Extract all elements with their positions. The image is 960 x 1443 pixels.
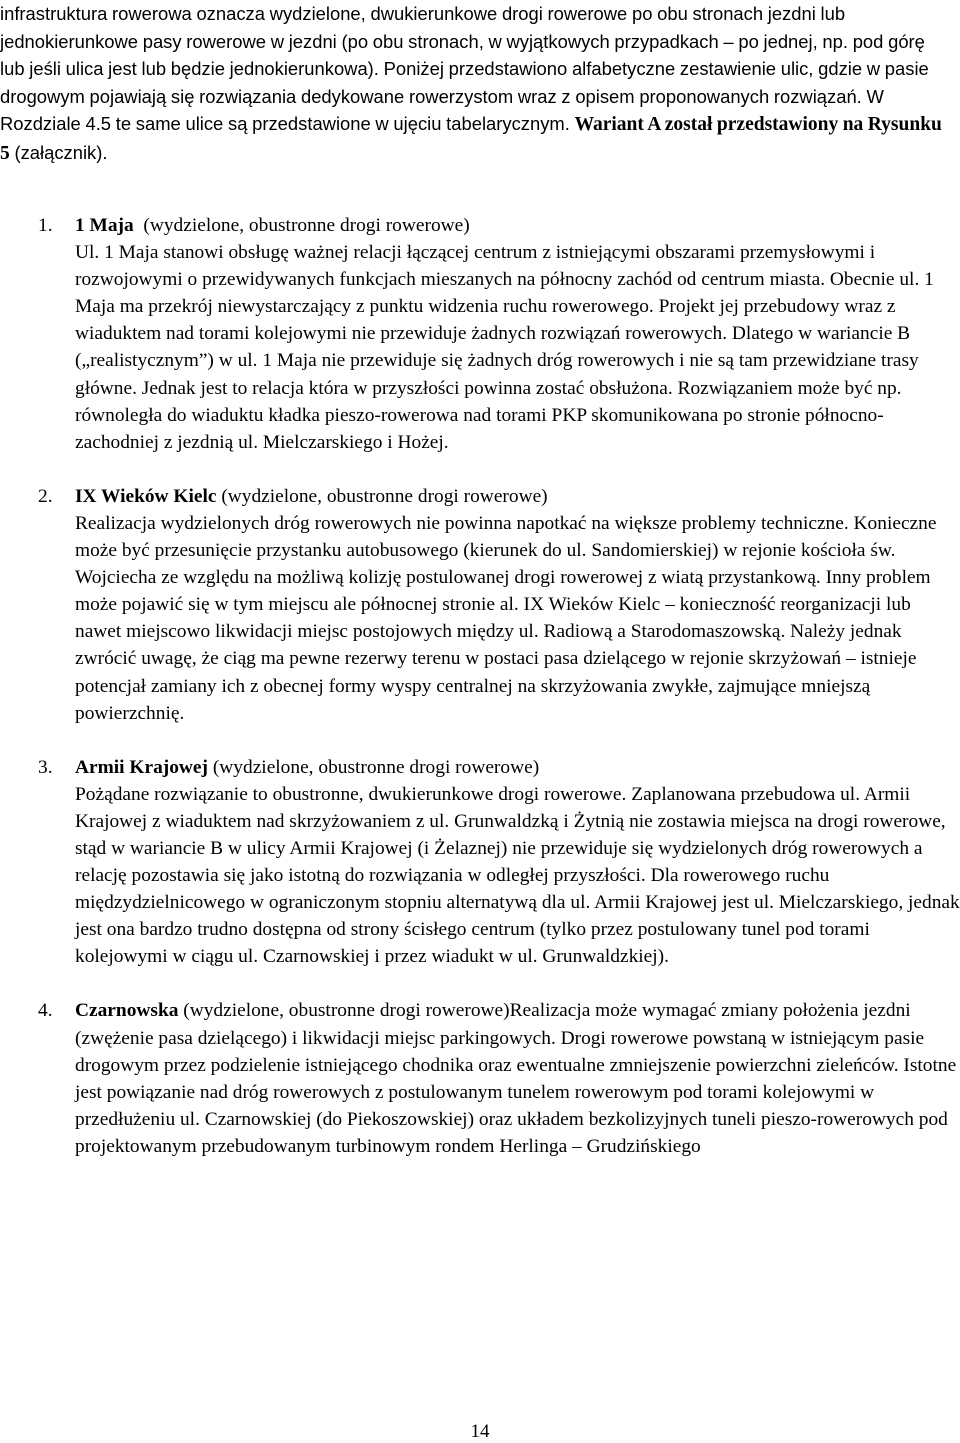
page-number: 14 [470,1421,490,1442]
street-name: IX Wieków Kielc [75,485,217,507]
list-item [0,754,960,971]
list-item [0,997,960,1160]
item-number: 1. [38,215,53,236]
item-body: Pożądane rozwiązanie to obustronne, dwukierunkowe drogi rowerowe. Zaplanowana przebudowa ul. Armii Krajowej z wiaduktem nad skrzyżowaniem z ul. Grunwaldzką i Żytnią nie zostawia miejsca na drogi rowerowe, stąd w wariancie B w ulicy Armii Krajowej (i Żelaznej) nie przewiduje się wydzielonych dróg rowerowych a relację pozostawia się jako istotną do rozwiązania w odległej przyszłości. Dla rowerowego ruchu międzydzielnicowego w ograniczonym stopniu alternatywą dla ul. Armii Krajowej jest ul. Mielczarskiego, jednak jest ona bardzo trudno dostępna od strony ścisłego centrum (tylko przez postulowany tunel pod torami kolejowymi w ciągu ul. Czarnowskiej i przez wiadukt w ul. Grunwaldzkiej). [75,783,960,968]
street-name: 1 Maja [75,215,134,236]
item-number: 2. [38,485,53,507]
list-item [0,212,960,456]
street-description: (wydzielone, obustronne drogi rowerowe) [208,756,540,778]
street-description: (wydzielone, obustronne drogi rowerowe) [178,1000,510,1022]
item-body: Ul. 1 Maja stanowi obsługę ważnej relacji łączącej centrum z istniejącymi obszarami przemysłowymi i rozwojowymi o przewidywanych funkcjach mieszanych na północny zachód od centrum miasta. Obecnie ul. 1 Maja ma przekrój niewystarczający z punktu widzenia ruchu rowerowego. Projekt jej przebudowy wraz z wiaduktem nad torami kolejowymi nie przewiduje żadnych rozwiązań rowerowych. Dlatego w wariancie B („realistycznym”) w ul. 1 Maja nie przewiduje się żadnych dróg rowerowych i nie są tam przewidziane trasy główne. Jednak jest to relacja która w przyszłości powinna zostać obsłużona. Rozwiązaniem może być np. równoległa do wiaduktu kładka pieszo-rowerowa nad torami PKP skomunikowana po stronie północno-zachodniej z jezdnią ul. Mielczarskiego i Hożej. [75,242,934,453]
item-number: 4. [38,1000,53,1022]
item-heading [75,754,960,781]
item-heading [75,212,960,239]
intro-text-end: (załącznik). [9,141,108,163]
item-number: 3. [38,756,53,778]
item-body: Realizacja może wymagać zmiany położenia jezdni (zwężenie pasa dzielącego) i likwidacji miejsc parkingowych. Drogi rowerowe powstaną w istniejącym pasie drogowym przez podzielenie istniejącego chodnika oraz ewentualne zmniejszenie powierzchni zieleńców. Istotne jest powiązanie nad dróg rowerowych z postulowanym tunelem rowerowym pod torami kolejowymi w przedłużeniu ul. Czarnowskiej (do Piekoszowskiej) oraz układem bezkolizyjnych tuneli pieszo-rowerowych pod projektowanym przebudowanym turbinowym rondem Herlinga – Grudzińskiego [75,1000,957,1157]
street-description: (wydzielone, obustronne drogi rowerowe) [216,485,548,507]
intro-text: infrastruktura rowerowa oznacza wydzielone, dwukierunkowe drogi rowerowe po obu stronach jezdni lub jednokierunkowe pasy rowerowe w jezdni (po obu stronach, w wyjątkowych przypadkach – po jednej, np. pod górę lub jeśli ulica jest lub będzie jednokierunkowa). Poniżej przedstawiono alfabetyczne zestawienie ulic, gdzie w pasie drogowym pojawiają się rozwiązania dedykowane rowerzystom wraz z opisem proponowanych rozwiązań. W Rozdziale 4.5 te same ulice są przedstawione w ujęciu tabelarycznym. [0,3,929,134]
street-name: Armii Krajowej [75,756,208,778]
street-name: Czarnowska [75,1000,179,1022]
item-heading-body [75,997,960,1160]
item-body: Realizacja wydzielonych dróg rowerowych nie powinna napotkać na większe problemy techniczne. Konieczne może być przesunięcie przystanku autobusowego (kierunek do ul. Sandomierskiej) w rejonie kościoła św. Wojciecha ze względu na możliwą kolizję postulowanej drogi rowerowej z wiatą przystankową. Inny problem może pojawić się w tym miejscu ale północnej stronie al. IX Wieków Kielc – konieczność reorganizacji lub nawet miejscowo likwidacji miejsc postojowych między ul. Radiową a Starodomaszowską. Należy jednak zwrócić uwagę, że ciąg ma pewne rezerwy terenu w postaci pasa dzielącego w rejonie skrzyżowań – istnieje potencjał zamiany ich z obecnej formy wyspy centralnej na skrzyżowania zwykłe, zajmujące mniejszą powierzchnię. [75,512,937,724]
street-description: (wydzielone, obustronne drogi rowerowe) [133,215,470,236]
street-list [0,212,960,1187]
intro-paragraph [0,0,952,167]
list-item [0,483,960,727]
item-heading [75,483,960,510]
intro-bold-text: Wariant A został przedstawiony na Rysunku 5 [0,114,942,164]
